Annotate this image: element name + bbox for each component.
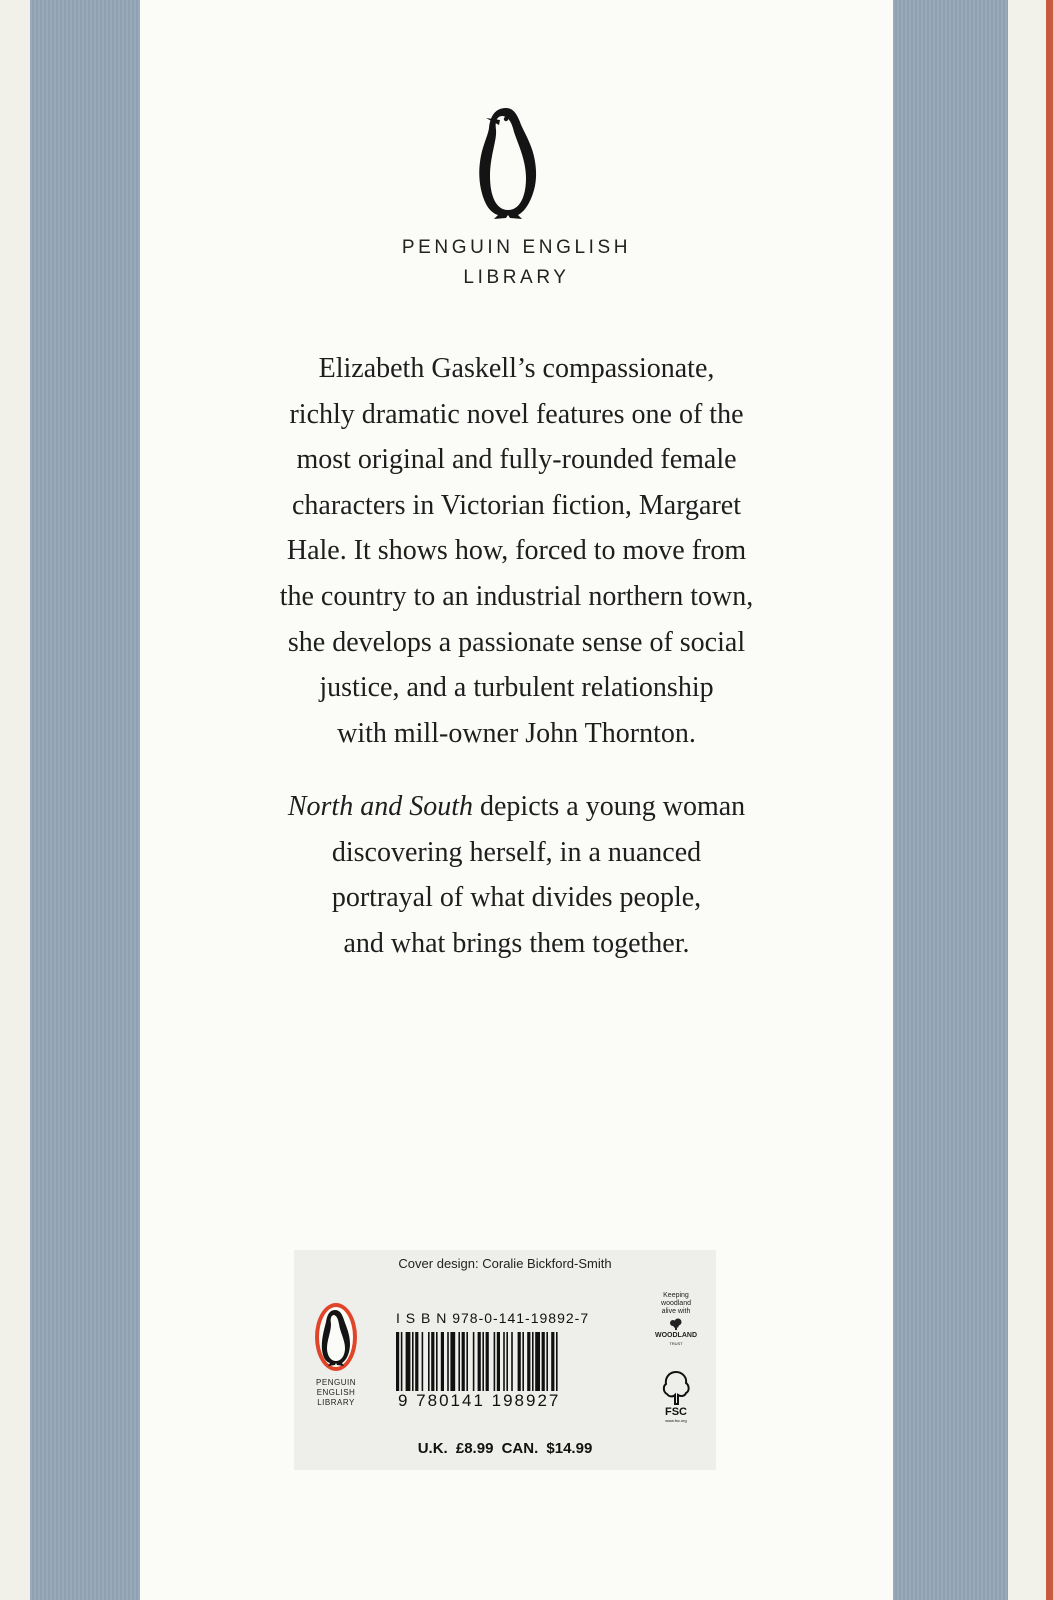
barcode-bar: [486, 1332, 489, 1394]
barcode-bar: [494, 1332, 496, 1394]
barcode-bar: [441, 1332, 444, 1394]
woodland-tree-icon: [669, 1318, 683, 1330]
imprint-line-2: LIBRARY: [463, 267, 570, 288]
woodland-line: alive with: [661, 1308, 691, 1315]
blurb-line: Hale. It shows how, forced to move from: [286, 535, 747, 567]
small-imprint-line: LIBRARY: [317, 1398, 355, 1407]
barcode-bar: [497, 1332, 500, 1394]
blurb-line: richly dramatic novel features one of the: [289, 398, 744, 430]
woodland-line: Keeping: [663, 1292, 689, 1299]
barcode-bar: [462, 1332, 465, 1394]
blurb-paragraph-1: [200, 346, 833, 756]
barcode-bar: [458, 1332, 460, 1394]
barcode-bar: [466, 1332, 468, 1394]
barcode-bar: [532, 1332, 534, 1394]
small-imprint-line: ENGLISH: [316, 1388, 356, 1397]
blurb-line-rest: depicts a young woman: [472, 791, 746, 822]
page-edge-left: [0, 0, 30, 1600]
barcode-bar: [527, 1332, 530, 1394]
blurb-line: justice, and a turbulent relationship: [319, 672, 714, 704]
small-imprint-line: PENGUIN: [316, 1378, 356, 1387]
stripe-right: [893, 0, 1008, 1600]
blurb-line: discovering herself, in a nuanced: [331, 836, 702, 868]
blurb-line: [200, 784, 833, 830]
barcode-bar: [436, 1332, 438, 1394]
price-label: U.K. £8.99 CAN. $14.99: [417, 1440, 593, 1457]
barcode-bar: [482, 1332, 484, 1394]
barcode-bar: [506, 1332, 508, 1394]
fsc-tree-icon: [661, 1370, 691, 1406]
blurb-line: with mill-owner John Thornton.: [337, 717, 696, 749]
blurb-line: she develops a passionate sense of social: [287, 626, 746, 658]
imprint-name: [140, 233, 893, 293]
cover-design-credit: Cover design: Coralie Bickford-Smith: [398, 1256, 612, 1271]
barcode-bar: [415, 1332, 418, 1394]
barcode-bar: [556, 1332, 558, 1394]
barcode-bar: [473, 1332, 475, 1394]
barcode-box: [294, 1250, 716, 1470]
ean-digits-text: 9 780141 198927: [398, 1391, 561, 1410]
barcode-bar: [511, 1332, 513, 1394]
blurb-line: portrayal of what divides people,: [331, 882, 702, 914]
blurb-line: and what brings them together.: [343, 927, 690, 959]
penguin-small-logo-icon: [314, 1302, 358, 1372]
fsc-label: FSC: [665, 1406, 687, 1418]
barcode-bar: [447, 1332, 449, 1394]
fsc-mark: [650, 1370, 702, 1423]
imprint-line-1: PENGUIN ENGLISH: [401, 237, 632, 258]
barcode-bar: [450, 1332, 455, 1394]
barcode-bar: [546, 1332, 548, 1394]
barcode-bar: [428, 1332, 430, 1394]
woodland-trust-mark: [646, 1292, 706, 1348]
barcode-bar: [396, 1332, 399, 1394]
woodland-trust: TRUST: [669, 1341, 683, 1346]
book-title: North and South: [287, 791, 473, 822]
barcode-bar: [401, 1332, 403, 1394]
blurb-paragraph-2: [200, 784, 833, 966]
small-imprint: [298, 1378, 374, 1408]
barcode-bar: [431, 1332, 434, 1394]
ean-digits: [396, 1391, 616, 1411]
blurb-line: characters in Victorian fiction, Margaret: [292, 489, 741, 521]
barcode-bar: [518, 1332, 521, 1394]
barcode-bar: [522, 1332, 524, 1394]
fsc-url: www.fsc.org: [665, 1418, 687, 1423]
barcode-bar: [542, 1332, 545, 1394]
stripe-left: [30, 0, 140, 1600]
barcode-bar: [551, 1332, 554, 1394]
barcode-bar: [406, 1332, 411, 1394]
woodland-name: WOODLAND: [655, 1332, 697, 1339]
barcode-bar: [535, 1332, 540, 1394]
blurb-line: most original and fully-rounded female: [296, 444, 737, 476]
spine-edge: [1046, 0, 1053, 1600]
woodland-line: woodland: [661, 1300, 691, 1307]
barcode-bar: [422, 1332, 424, 1394]
barcode-bar: [412, 1332, 414, 1394]
blurb-line: Elizabeth Gaskell’s compassionate,: [318, 353, 715, 384]
barcode-bar: [478, 1332, 481, 1394]
penguin-logo-icon: [476, 106, 540, 222]
isbn-label: I S B N 978-0-141-19892-7: [396, 1310, 590, 1326]
barcode-bar: [503, 1332, 505, 1394]
blurb-line: the country to an industrial northern town,: [279, 580, 754, 612]
